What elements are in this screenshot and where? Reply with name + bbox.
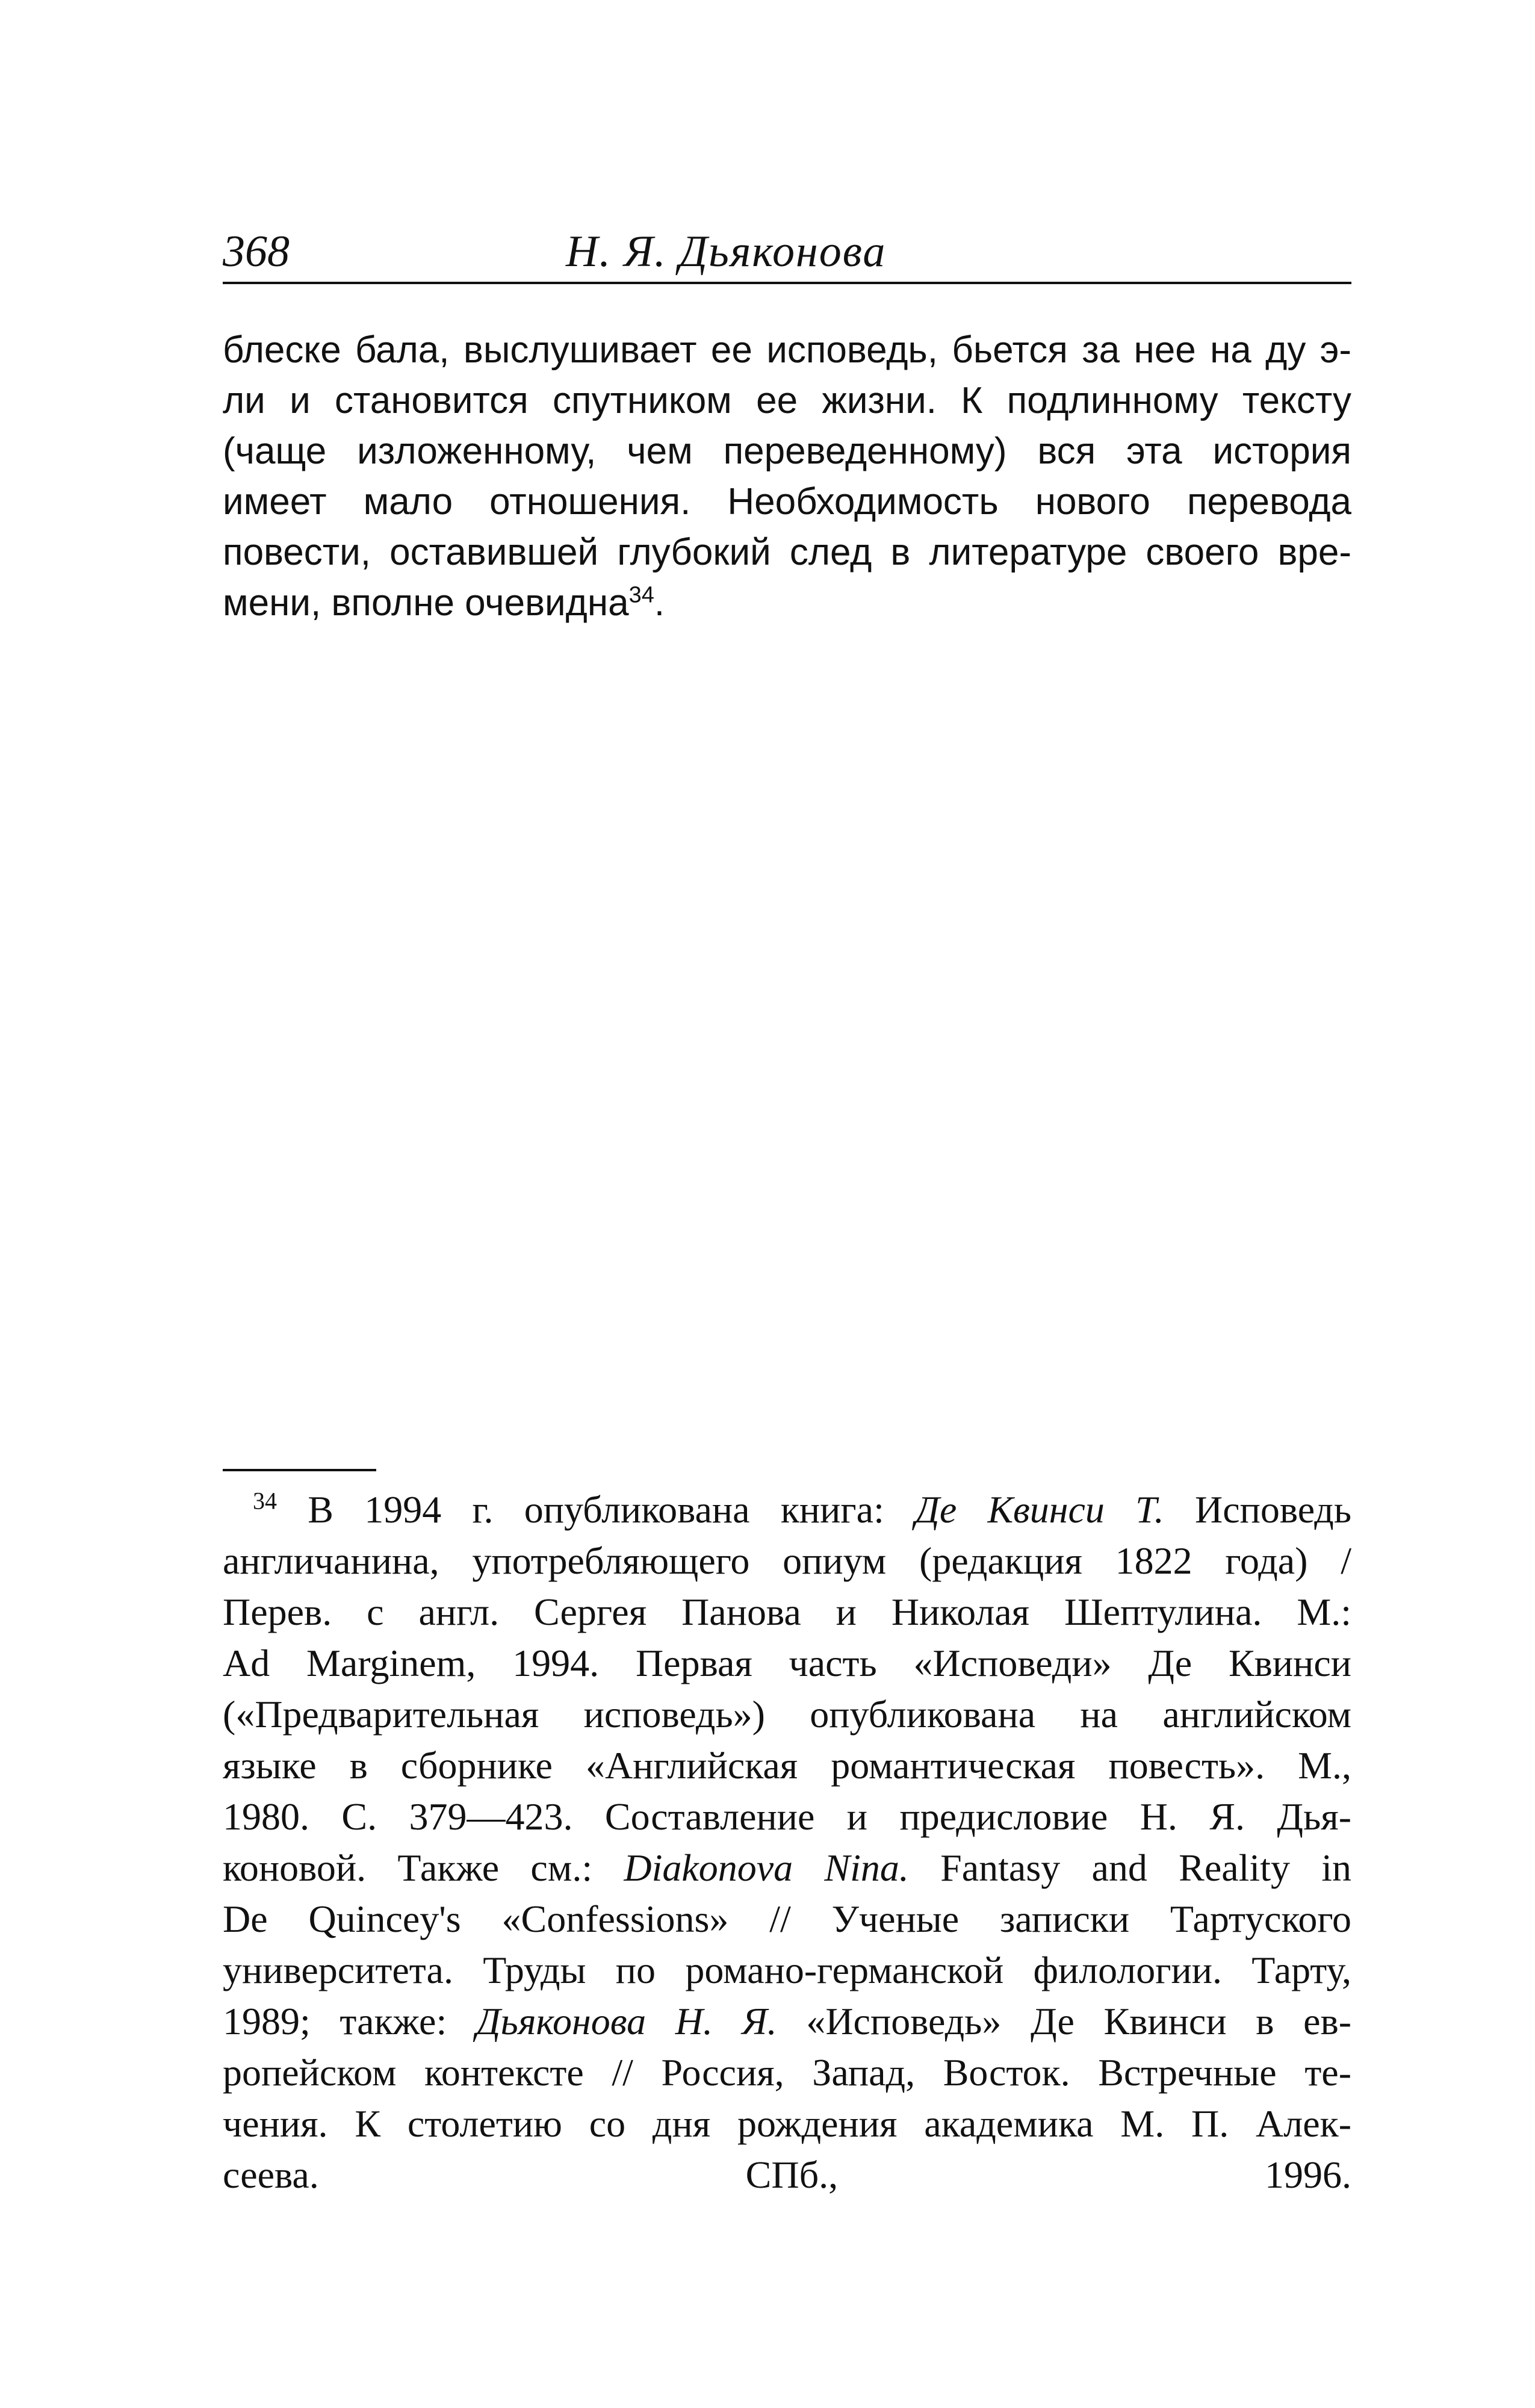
body-line-last <box>223 578 1351 628</box>
body-line: повести, оставившей глубокий след в литературе своего вре- <box>223 532 1351 573</box>
footnote-text: «Исповедь» Де Квинси в ев- <box>777 2000 1352 2043</box>
footnote-text: В 1994 г. опубликована книга: <box>308 1488 916 1531</box>
body-line: ли и становится спутником ее жизни. К подлинному тексту <box>223 380 1351 421</box>
footnote-italic: Дьяконова Н. Я. <box>476 2000 777 2043</box>
page-number: 368 <box>223 227 290 276</box>
footnote-line: Перев. с англ. Сергея Панова и Николая Шептулина. М.: <box>223 1590 1351 1633</box>
header-rule <box>223 282 1351 284</box>
footnote-text: 1989; также: <box>223 2000 476 2043</box>
body-line-text: мени, вполне очевидна <box>223 582 629 624</box>
footnote-italic: Де Квинси Т. <box>915 1488 1164 1531</box>
body-line: блеске бала, выслушивает ее исповедь, бьется за нее на ду э- <box>223 329 1351 371</box>
footnote-line-last: сеева. СПб., 1996. <box>223 2153 1351 2196</box>
body-line-punct: . <box>654 582 665 624</box>
footnote-text: Fantasy and Reality in <box>908 1846 1351 1889</box>
footnote-line: чения. К столетию со дня рождения академика М. П. Алек- <box>223 2102 1351 2145</box>
footnote-line: De Quincey's «Confessions» // Ученые записки Тартуского <box>223 1898 1351 1940</box>
body-line: (чаще изложенному, чем переведенному) вся эта история <box>223 430 1351 472</box>
footnote-line: 1980. С. 379—423. Составление и предисловие Н. Я. Дья- <box>223 1795 1351 1838</box>
footnote-separator <box>223 1469 376 1471</box>
footnote-line <box>223 1484 1351 1535</box>
footnote-text: коновой. Также см.: <box>223 1846 624 1889</box>
body-line: имеет мало отношения. Необходимость нового перевода <box>223 481 1351 523</box>
footnote-line: университета. Труды по романо-германской филологии. Тарту, <box>223 1949 1351 1991</box>
footnote-text: Исповедь <box>1164 1488 1351 1531</box>
running-header <box>223 222 1351 282</box>
footnote-line: англичанина, употребляющего опиум (редакция 1822 года) / <box>223 1539 1351 1582</box>
footnote-line: Ad Marginem, 1994. Первая часть «Исповеди» Де Квинси <box>223 1642 1351 1684</box>
footnote-line: ропейском контексте // Россия, Запад, Восток. Встречные те- <box>223 2051 1351 2094</box>
footnote-line <box>223 1842 1351 1893</box>
footnote-reference: 34 <box>628 582 654 608</box>
running-head-author: Н. Я. Дьяконова <box>566 227 887 276</box>
footnote-italic: Diakonova Nina. <box>624 1846 909 1889</box>
footnote-34 <box>223 1484 1351 2200</box>
body-paragraph <box>223 325 1351 628</box>
footnote-line: («Предварительная исповедь») опубликована на английском <box>223 1693 1351 1736</box>
footnote-marker: 34 <box>253 1487 277 1515</box>
footnote-line <box>223 1996 1351 2047</box>
footnote-line: языке в сборнике «Английская романтическая повесть». М., <box>223 1744 1351 1787</box>
